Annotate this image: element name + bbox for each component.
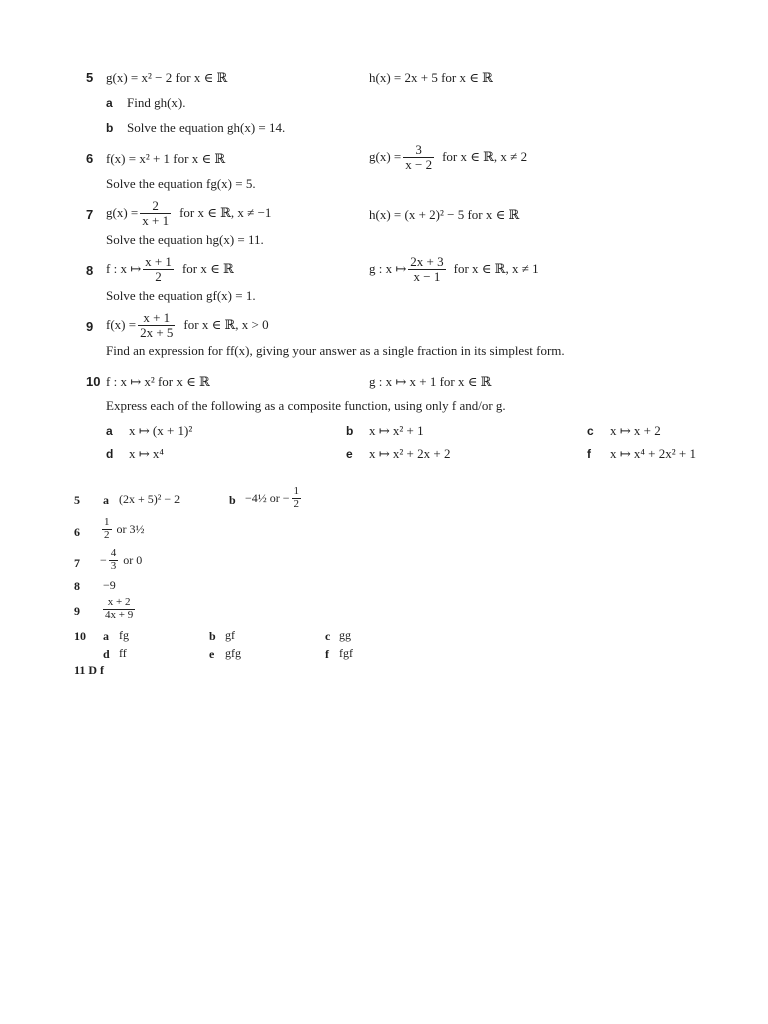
q8-g-fraction [408,255,445,283]
q7-g-fraction [140,199,171,227]
a11-partial-text: 11 D f [74,663,104,677]
q6-g-definition [369,143,527,171]
a6-fraction [102,517,112,541]
q8-instruction: Solve the equation gf(x) = 1. [106,288,256,303]
q5-g-definition: g(x) = x² − 2 for x ∈ ℝ [106,70,228,85]
q5b-label: b [106,121,114,135]
q7-instruction: Solve the equation hg(x) = 11. [106,232,264,247]
q9-f-domain: for x ∈ ℝ, x > 0 [183,317,269,333]
q6-g-prefix: g(x) = [369,149,402,165]
a8-text: −9 [103,578,116,592]
q7-g-prefix: g(x) = [106,205,139,221]
a5-number: 5 [74,493,80,507]
a5b-numerator: 1 [293,485,300,497]
a10c-text: gg [339,628,351,642]
a6-text: or 3½ [116,521,145,536]
q9-f-numerator: x + 1 [138,311,175,326]
q6-instruction: Solve the equation fg(x) = 5. [106,176,256,191]
q8-f-prefix: f : x ↦ [106,261,142,277]
q8-f-fraction [143,255,174,283]
a10f-text: fgf [339,646,353,660]
a7-sign: − [100,552,107,567]
a11-partial-row [74,663,154,677]
q5a-label: a [106,96,113,110]
q10c-text: x ↦ x + 2 [610,423,661,438]
q8-g-definition [369,255,539,283]
a10e-label: e [209,647,215,661]
q10d-text: x ↦ x⁴ [129,446,164,461]
q8-f-domain: for x ∈ ℝ [181,261,234,277]
a6-denominator: 2 [104,528,110,541]
a7-denominator: 3 [110,559,117,572]
a6-answer [100,517,145,541]
a10b-text: gf [225,628,235,642]
a5b-prefix: −4½ or − [245,490,290,505]
q6-f-definition: f(x) = x² + 1 for x ∈ ℝ [106,151,226,166]
q10d-label: d [106,447,114,461]
a10a-label: a [103,629,109,643]
a5b-denominator: 2 [293,497,300,510]
a7-text: or 0 [123,552,143,567]
q8-g-domain: for x ∈ ℝ, x ≠ 1 [453,261,539,277]
q10-number: 10 [86,374,101,389]
a10d-label: d [103,647,110,661]
a10-number: 10 [74,629,86,643]
q10e-label: e [346,447,353,461]
q6-g-numerator: 3 [403,143,434,158]
q8-g-prefix: g : x ↦ [369,261,407,277]
q9-f-prefix: f(x) = [106,317,137,333]
a7-fraction [109,548,119,572]
a9-answer [101,597,137,621]
q8-number: 8 [86,263,94,278]
q10b-label: b [346,424,354,438]
a9-numerator: x + 2 [103,597,135,610]
a9-number: 9 [74,604,80,618]
a5b-label: b [229,493,236,507]
q10e-text: x ↦ x² + 2x + 2 [369,446,451,461]
a5b-answer [245,486,303,510]
a9-denominator: 4x + 9 [105,608,134,621]
a10e-text: gfg [225,646,241,660]
q10c-label: c [587,424,594,438]
q7-number: 7 [86,207,94,222]
a10d-text: ff [119,646,127,660]
q9-f-definition [106,311,269,339]
a5a-text: (2x + 5)² − 2 [119,492,181,506]
a5b-fraction [292,486,302,510]
a9-fraction [103,597,135,621]
a6-numerator: 1 [104,516,110,528]
q10-g-definition: g : x ↦ x + 1 for x ∈ ℝ [369,374,492,389]
a7-numerator: 4 [110,547,117,559]
a7-answer [100,548,142,572]
q5-h-definition: h(x) = 2x + 5 for x ∈ ℝ [369,70,493,85]
q5b-text: Solve the equation gh(x) = 14. [127,120,286,135]
a10f-label: f [325,647,329,661]
q6-g-domain: for x ∈ ℝ, x ≠ 2 [442,149,528,165]
q9-instruction: Find an expression for ff(x), giving your answer as a single fraction in its simplest form. [106,343,565,358]
q5-number: 5 [86,70,94,85]
q10f-text: x ↦ x⁴ + 2x² + 1 [610,446,696,461]
q7-g-numerator: 2 [140,199,171,214]
q10b-text: x ↦ x² + 1 [369,423,424,438]
a8-number: 8 [74,579,80,593]
q9-number: 9 [86,319,94,334]
q8-g-numerator: 2x + 3 [410,254,444,269]
q10-f-definition: f : x ↦ x² for x ∈ ℝ [106,374,210,389]
a10a-text: fg [119,628,129,642]
a10c-label: c [325,629,331,643]
q7-g-domain: for x ∈ ℝ, x ≠ −1 [179,205,272,221]
q10a-text: x ↦ (x + 1)² [129,423,193,438]
q8-f-denominator: 2 [155,268,162,284]
a10b-label: b [209,629,216,643]
q6-number: 6 [86,151,94,166]
q9-f-fraction [138,311,175,339]
a7-number: 7 [74,556,80,570]
q9-f-denominator: 2x + 5 [140,324,174,340]
q10-instruction: Express each of the following as a composite function, using only f and/or g. [106,398,506,413]
q10f-label: f [587,447,591,461]
q8-f-numerator: x + 1 [145,254,172,269]
q6-g-denominator: x − 2 [405,156,433,172]
q8-g-denominator: x − 1 [413,268,441,284]
q6-g-fraction [403,143,434,171]
q5a-text: Find gh(x). [127,95,186,110]
q7-g-denominator: x + 1 [142,212,170,228]
q7-g-definition [106,199,271,227]
a6-number: 6 [74,525,80,539]
q10a-label: a [106,424,113,438]
q7-h-definition: h(x) = (x + 2)² − 5 for x ∈ ℝ [369,207,520,222]
q8-f-definition [106,255,234,283]
a5a-label: a [103,493,109,507]
